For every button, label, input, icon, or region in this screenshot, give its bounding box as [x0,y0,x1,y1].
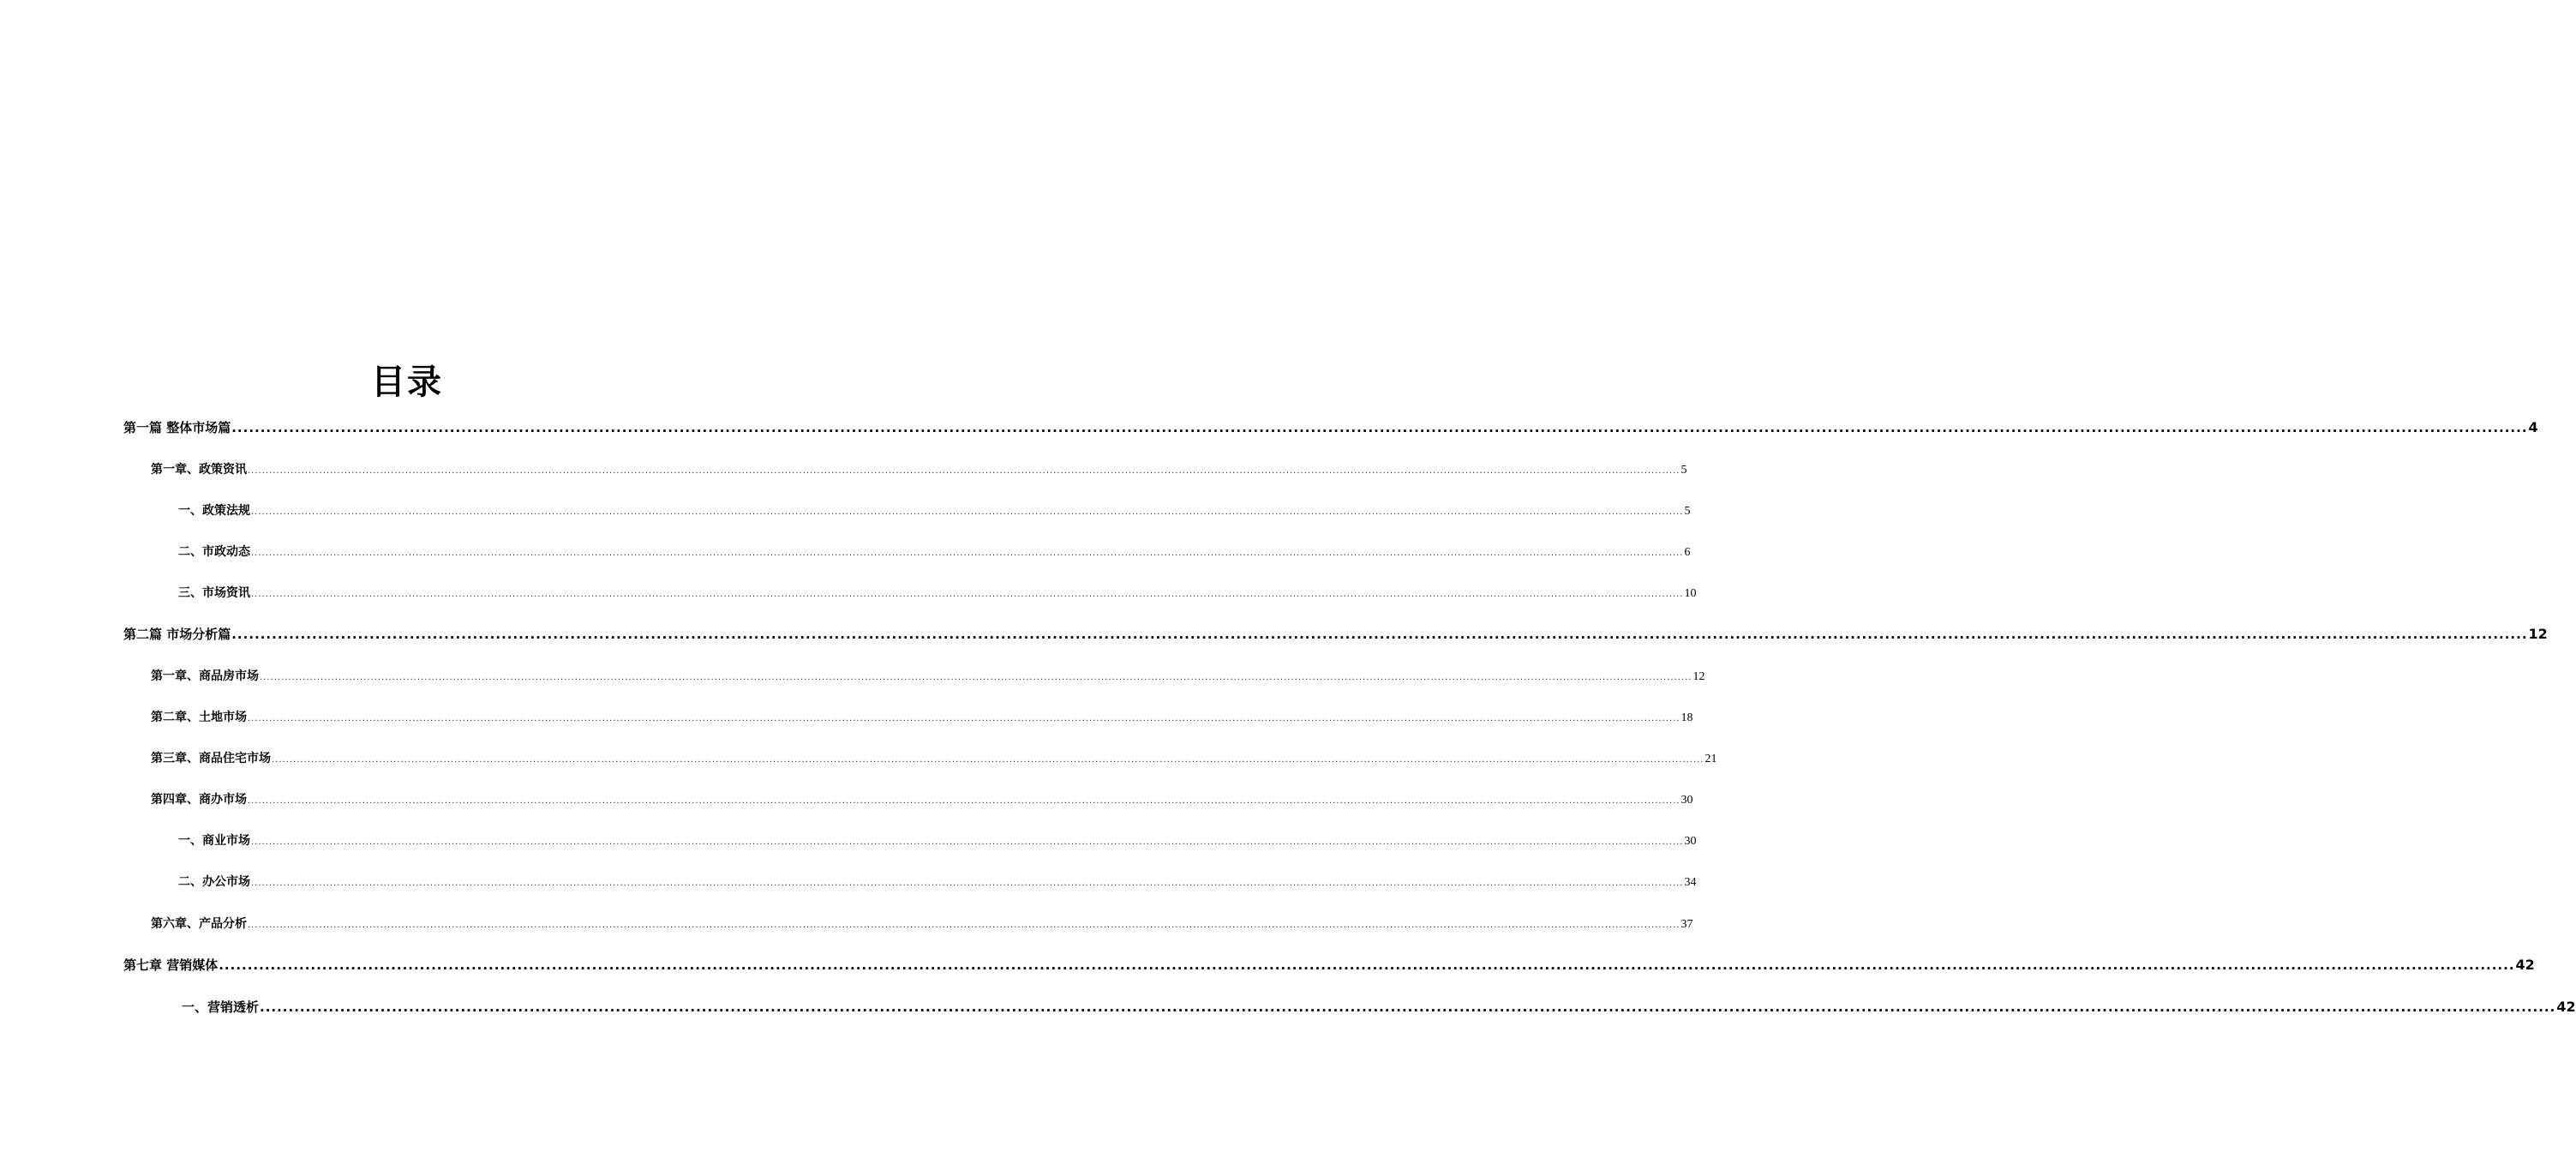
toc-entry-page: 5 [1680,464,1687,477]
toc-entry-page: 42 [2556,999,2576,1015]
toc-entry-section[interactable] [178,543,1691,565]
dot-leader: ................................................................................................................................................................................................................................................................................................................................................................................................................ [251,549,1684,558]
dot-leader: ................................................................................................................................................................................................................................................................................................................................................................................................................ [260,673,1692,682]
toc-entry-section[interactable] [178,501,1691,524]
dot-leader: ................................................................................................................................................................................................................................................................................................................................................................................................................ [251,590,1684,599]
toc-entry-page: 10 [1684,587,1697,600]
toc-entry-label: 第二章、土地市场 [151,711,247,724]
toc-entry-label: 第四章、商办市场 [151,793,247,807]
dot-leader: ................................................................................................................................................................................................................................................................................................................................................................................................................ [260,999,2556,1015]
toc-entry-chapter[interactable] [151,667,1705,689]
toc-entry-label: 第七章 营销媒体 [123,957,219,973]
toc-entry-label: 第三章、商品住宅市场 [151,752,271,765]
toc-entry-label: 二、市政动态 [178,545,250,559]
toc-entry-page: 30 [1680,794,1693,807]
toc-entry-page: 34 [1684,876,1697,889]
toc-entry-chapter[interactable] [151,790,1693,813]
toc-entry-page: 30 [1684,835,1697,848]
toc-entry-label: 二、办公市场 [178,875,250,889]
dot-leader: ................................................................................................................................................................................................................................................................................................................................................................................................................ [248,796,1680,806]
toc-entry-chapter[interactable] [151,460,1687,483]
toc-entry-label: 一、商业市场 [178,834,250,848]
dot-leader: ................................................................................................................................................................................................................................................................................................................................................................................................................ [231,627,2528,642]
toc-entry-chapter-7[interactable] [123,956,2535,978]
toc-entry-chapter[interactable] [151,749,1717,771]
toc-entry-page: 12 [2528,626,2548,642]
toc-entry-page: 21 [1704,753,1717,765]
toc-entry-part-2[interactable] [123,625,2548,647]
toc-entry-chapter[interactable] [151,708,1693,730]
dot-leader: ................................................................................................................................................................................................................................................................................................................................................................................................................ [219,957,2515,973]
toc-entry-page: 4 [2528,419,2538,435]
toc-entry-page: 42 [2515,957,2535,973]
toc-entry-part-1[interactable] [123,418,2538,441]
dot-leader: ................................................................................................................................................................................................................................................................................................................................................................................................................ [251,507,1684,517]
dot-leader: ................................................................................................................................................................................................................................................................................................................................................................................................................ [248,466,1680,476]
toc-title: 目录 [371,363,443,402]
toc-entry-label: 第一篇 整体市场篇 [123,420,231,435]
toc-entry-chapter[interactable] [151,915,1693,937]
toc-entry-label: 一、政策法规 [178,504,250,518]
toc-entry-section[interactable] [178,831,1697,854]
dot-leader: ................................................................................................................................................................................................................................................................................................................................................................................................................ [272,755,1704,765]
toc-entry-page: 5 [1684,505,1691,518]
toc-entry-label: 一、营销透析 [182,999,260,1015]
dot-leader: ................................................................................................................................................................................................................................................................................................................................................................................................................ [251,879,1684,888]
toc-entry-label: 三、市场资讯 [178,586,250,600]
toc-entry-page: 12 [1692,670,1705,683]
toc-entry-label: 第六章、产品分析 [151,917,247,931]
toc-entry-page: 37 [1680,918,1693,931]
toc-entry-label: 第二篇 市场分析篇 [123,627,231,642]
toc-entry-page: 18 [1680,711,1693,724]
toc-entry-section[interactable] [178,873,1697,895]
toc-entry-section[interactable] [178,584,1697,606]
dot-leader: ................................................................................................................................................................................................................................................................................................................................................................................................................ [248,921,1680,930]
toc-entry-section[interactable] [182,998,2576,1020]
toc-entry-label: 第一章、政策资讯 [151,463,247,477]
dot-leader: ................................................................................................................................................................................................................................................................................................................................................................................................................ [248,714,1680,723]
dot-leader: ................................................................................................................................................................................................................................................................................................................................................................................................................ [231,420,2528,435]
toc-entry-page: 6 [1684,546,1691,559]
dot-leader: ................................................................................................................................................................................................................................................................................................................................................................................................................ [251,837,1684,847]
toc-entry-label: 第一章、商品房市场 [151,669,259,683]
